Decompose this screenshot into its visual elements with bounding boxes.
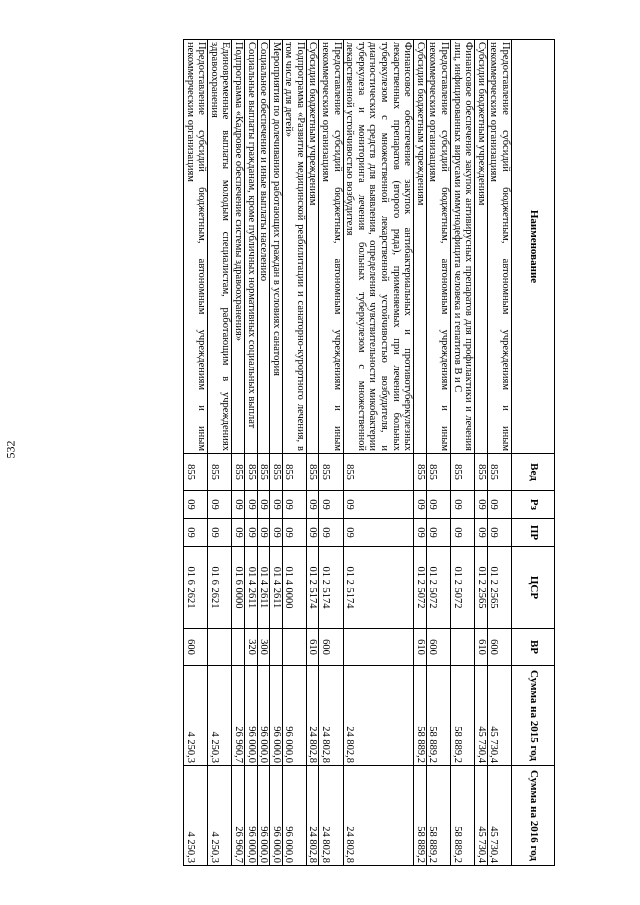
table-row [426, 40, 450, 866]
cell-sum-2015: 58 889,2 [426, 666, 450, 766]
cell-sum-2015: 24 802,8 [343, 666, 414, 766]
cell-rz: 09 [343, 491, 414, 519]
header-csr: ЦСР [512, 547, 555, 629]
header-vr: ВР [512, 629, 555, 666]
table-row [270, 40, 283, 866]
cell-pr: 09 [232, 519, 245, 547]
cell-name: Субсидии бюджетным учреждениям [475, 40, 488, 454]
cell-rz: 09 [183, 491, 207, 519]
cell-vr: 320 [244, 629, 257, 666]
cell-csr: 01 2 5072 [451, 547, 475, 629]
cell-sum-2016: 96 000,0 [270, 766, 283, 866]
table-row [232, 40, 245, 866]
cell-ved: 855 [270, 454, 283, 491]
cell-sum-2015: 24 802,8 [319, 666, 343, 766]
cell-sum-2015: 24 802,8 [306, 666, 319, 766]
cell-pr: 09 [208, 519, 232, 547]
cell-rz: 09 [451, 491, 475, 519]
cell-sum-2015: 96 000,0 [257, 666, 270, 766]
cell-name: Социальное обеспечение и иные выплаты населению [257, 40, 270, 454]
table-row [282, 40, 306, 866]
cell-sum-2015: 96 000,0 [244, 666, 257, 766]
cell-name: Субсидии бюджетным учреждениям [306, 40, 319, 454]
cell-ved: 855 [414, 454, 427, 491]
cell-sum-2015: 45 730,4 [487, 666, 511, 766]
cell-ved: 855 [451, 454, 475, 491]
cell-vr [270, 629, 283, 666]
cell-vr [451, 629, 475, 666]
cell-vr: 610 [475, 629, 488, 666]
cell-vr: 610 [306, 629, 319, 666]
budget-table [183, 39, 555, 866]
cell-sum-2016: 45 730,4 [487, 766, 511, 866]
budget-table-page [85, 39, 555, 865]
cell-pr: 09 [414, 519, 427, 547]
cell-name: Финансовое обеспечение закупок антивирусных препаратов для профилактики и лечения лиц, инфицированных вирусами иммунодефицита человека и гепатитов В и С [451, 40, 475, 454]
cell-pr: 09 [487, 519, 511, 547]
table-row [208, 40, 232, 866]
cell-name: Единовременные выплаты молодым специалистам, работающим в учреждениях здравоохранения [208, 40, 232, 454]
cell-sum-2015: 96 000,0 [270, 666, 283, 766]
cell-pr: 09 [319, 519, 343, 547]
cell-name: Социальные выплаты гражданам, кроме публичных нормативных социальных выплат [244, 40, 257, 454]
cell-csr: 01 2 5174 [343, 547, 414, 629]
cell-rz: 09 [208, 491, 232, 519]
cell-vr [232, 629, 245, 666]
cell-ved: 855 [487, 454, 511, 491]
cell-pr: 09 [282, 519, 306, 547]
header-name: Наименование [512, 40, 555, 454]
cell-sum-2016: 45 730,4 [475, 766, 488, 866]
cell-csr: 01 2 5072 [426, 547, 450, 629]
cell-pr: 09 [426, 519, 450, 547]
cell-ved: 855 [208, 454, 232, 491]
cell-ved: 855 [282, 454, 306, 491]
cell-sum-2015: 45 730,4 [475, 666, 488, 766]
table-row [306, 40, 319, 866]
cell-pr: 09 [343, 519, 414, 547]
header-pr: ПР [512, 519, 555, 547]
cell-csr: 01 4 2611 [270, 547, 283, 629]
cell-name: Подпрограмма «Развитие медицинской реабилитации и санаторно-курортного лечения, в том числе для детей» [282, 40, 306, 454]
cell-name: Предоставление субсидий бюджетным, автономным учреждениям и иным некоммерческим организациям [426, 40, 450, 454]
cell-ved: 855 [306, 454, 319, 491]
cell-rz: 09 [244, 491, 257, 519]
cell-name: Предоставление субсидий бюджетным, автономным учреждениям и иным некоммерческим организациям [183, 40, 207, 454]
cell-sum-2016: 24 802,8 [319, 766, 343, 866]
cell-ved: 855 [257, 454, 270, 491]
cell-csr: 01 2 2565 [475, 547, 488, 629]
cell-pr: 09 [451, 519, 475, 547]
table-row [183, 40, 207, 866]
cell-sum-2015: 58 889,2 [451, 666, 475, 766]
table-row [257, 40, 270, 866]
cell-vr [208, 629, 232, 666]
cell-csr: 01 4 0000 [282, 547, 306, 629]
cell-rz: 09 [319, 491, 343, 519]
cell-pr: 09 [183, 519, 207, 547]
cell-sum-2015: 4 250,3 [208, 666, 232, 766]
cell-csr: 01 6 2621 [208, 547, 232, 629]
cell-sum-2016: 58 889,2 [414, 766, 427, 866]
table-row [414, 40, 427, 866]
cell-rz: 09 [282, 491, 306, 519]
cell-csr: 01 2 5174 [319, 547, 343, 629]
cell-pr: 09 [475, 519, 488, 547]
cell-rz: 09 [475, 491, 488, 519]
header-ved: Вед [512, 454, 555, 491]
cell-vr: 600 [183, 629, 207, 666]
cell-pr: 09 [244, 519, 257, 547]
table-row [343, 40, 414, 866]
cell-sum-2016: 4 250,3 [183, 766, 207, 866]
cell-ved: 855 [244, 454, 257, 491]
cell-rz: 09 [232, 491, 245, 519]
cell-sum-2016: 96 000,0 [244, 766, 257, 866]
cell-vr: 300 [257, 629, 270, 666]
cell-ved: 855 [343, 454, 414, 491]
cell-ved: 855 [475, 454, 488, 491]
cell-sum-2016: 4 250,3 [208, 766, 232, 866]
cell-ved: 855 [183, 454, 207, 491]
cell-sum-2015: 26 960,7 [232, 666, 245, 766]
cell-csr: 01 2 2565 [487, 547, 511, 629]
cell-sum-2016: 96 000,0 [257, 766, 270, 866]
cell-csr: 01 4 2611 [257, 547, 270, 629]
cell-csr: 01 4 2611 [244, 547, 257, 629]
cell-ved: 855 [319, 454, 343, 491]
cell-pr: 09 [306, 519, 319, 547]
table-header-row [512, 40, 555, 866]
cell-rz: 09 [257, 491, 270, 519]
cell-sum-2016: 96 000,0 [282, 766, 306, 866]
table-row [319, 40, 343, 866]
header-rz: Рз [512, 491, 555, 519]
cell-sum-2016: 24 802,8 [306, 766, 319, 866]
cell-name: Субсидии бюджетным учреждениям [414, 40, 427, 454]
page-number [0, 440, 22, 458]
cell-name: Предоставление субсидий бюджетным, автономным учреждениям и иным некоммерческим организациям [487, 40, 511, 454]
cell-rz: 09 [487, 491, 511, 519]
cell-sum-2016: 58 889,2 [426, 766, 450, 866]
cell-vr [343, 629, 414, 666]
cell-csr: 01 6 2621 [183, 547, 207, 629]
cell-rz: 09 [306, 491, 319, 519]
cell-vr: 610 [414, 629, 427, 666]
page-number-text: 532 [3, 440, 18, 459]
cell-ved: 855 [232, 454, 245, 491]
cell-name: Предоставление субсидий бюджетным, автономным учреждениям и иным некоммерческим организациям [319, 40, 343, 454]
header-sum-2015: Сумма на 2015 год [512, 666, 555, 766]
cell-sum-2016: 26 960,7 [232, 766, 245, 866]
table-row [244, 40, 257, 866]
cell-rz: 09 [426, 491, 450, 519]
cell-vr [282, 629, 306, 666]
cell-sum-2015: 58 889,2 [414, 666, 427, 766]
cell-name: Мероприятия по долечиванию работающих граждан в условиях санатория [270, 40, 283, 454]
table-row [475, 40, 488, 866]
cell-pr: 09 [270, 519, 283, 547]
cell-sum-2016: 58 889,2 [451, 766, 475, 866]
cell-rz: 09 [270, 491, 283, 519]
cell-csr: 01 2 5174 [306, 547, 319, 629]
cell-csr: 01 2 5072 [414, 547, 427, 629]
cell-vr: 600 [319, 629, 343, 666]
cell-sum-2016: 24 802,8 [343, 766, 414, 866]
cell-name: Подпрограмма «Кадровое обеспечение системы здравоохранения» [232, 40, 245, 454]
header-sum-2016: Сумма на 2016 год [512, 766, 555, 866]
cell-name: Финансовое обеспечение закупок антибактериальных и противотуберкулезных лекарственных препаратов (второго ряда), применяемых при лечении больных туберкулезом с множественной лекарственной устойчивостью возбудителя, и диагностических средств для выявления, определения чувствительности микобактерии туберкулеза и мониторинга лечения больных туберкулезом с множественной лекарственной устойчивостью возбудителя [343, 40, 414, 454]
cell-ved: 855 [426, 454, 450, 491]
cell-csr: 01 6 0000 [232, 547, 245, 629]
cell-sum-2015: 4 250,3 [183, 666, 207, 766]
cell-sum-2015: 96 000,0 [282, 666, 306, 766]
cell-pr: 09 [257, 519, 270, 547]
table-row [451, 40, 475, 866]
table-row [487, 40, 511, 866]
cell-vr: 600 [487, 629, 511, 666]
cell-vr: 600 [426, 629, 450, 666]
cell-rz: 09 [414, 491, 427, 519]
